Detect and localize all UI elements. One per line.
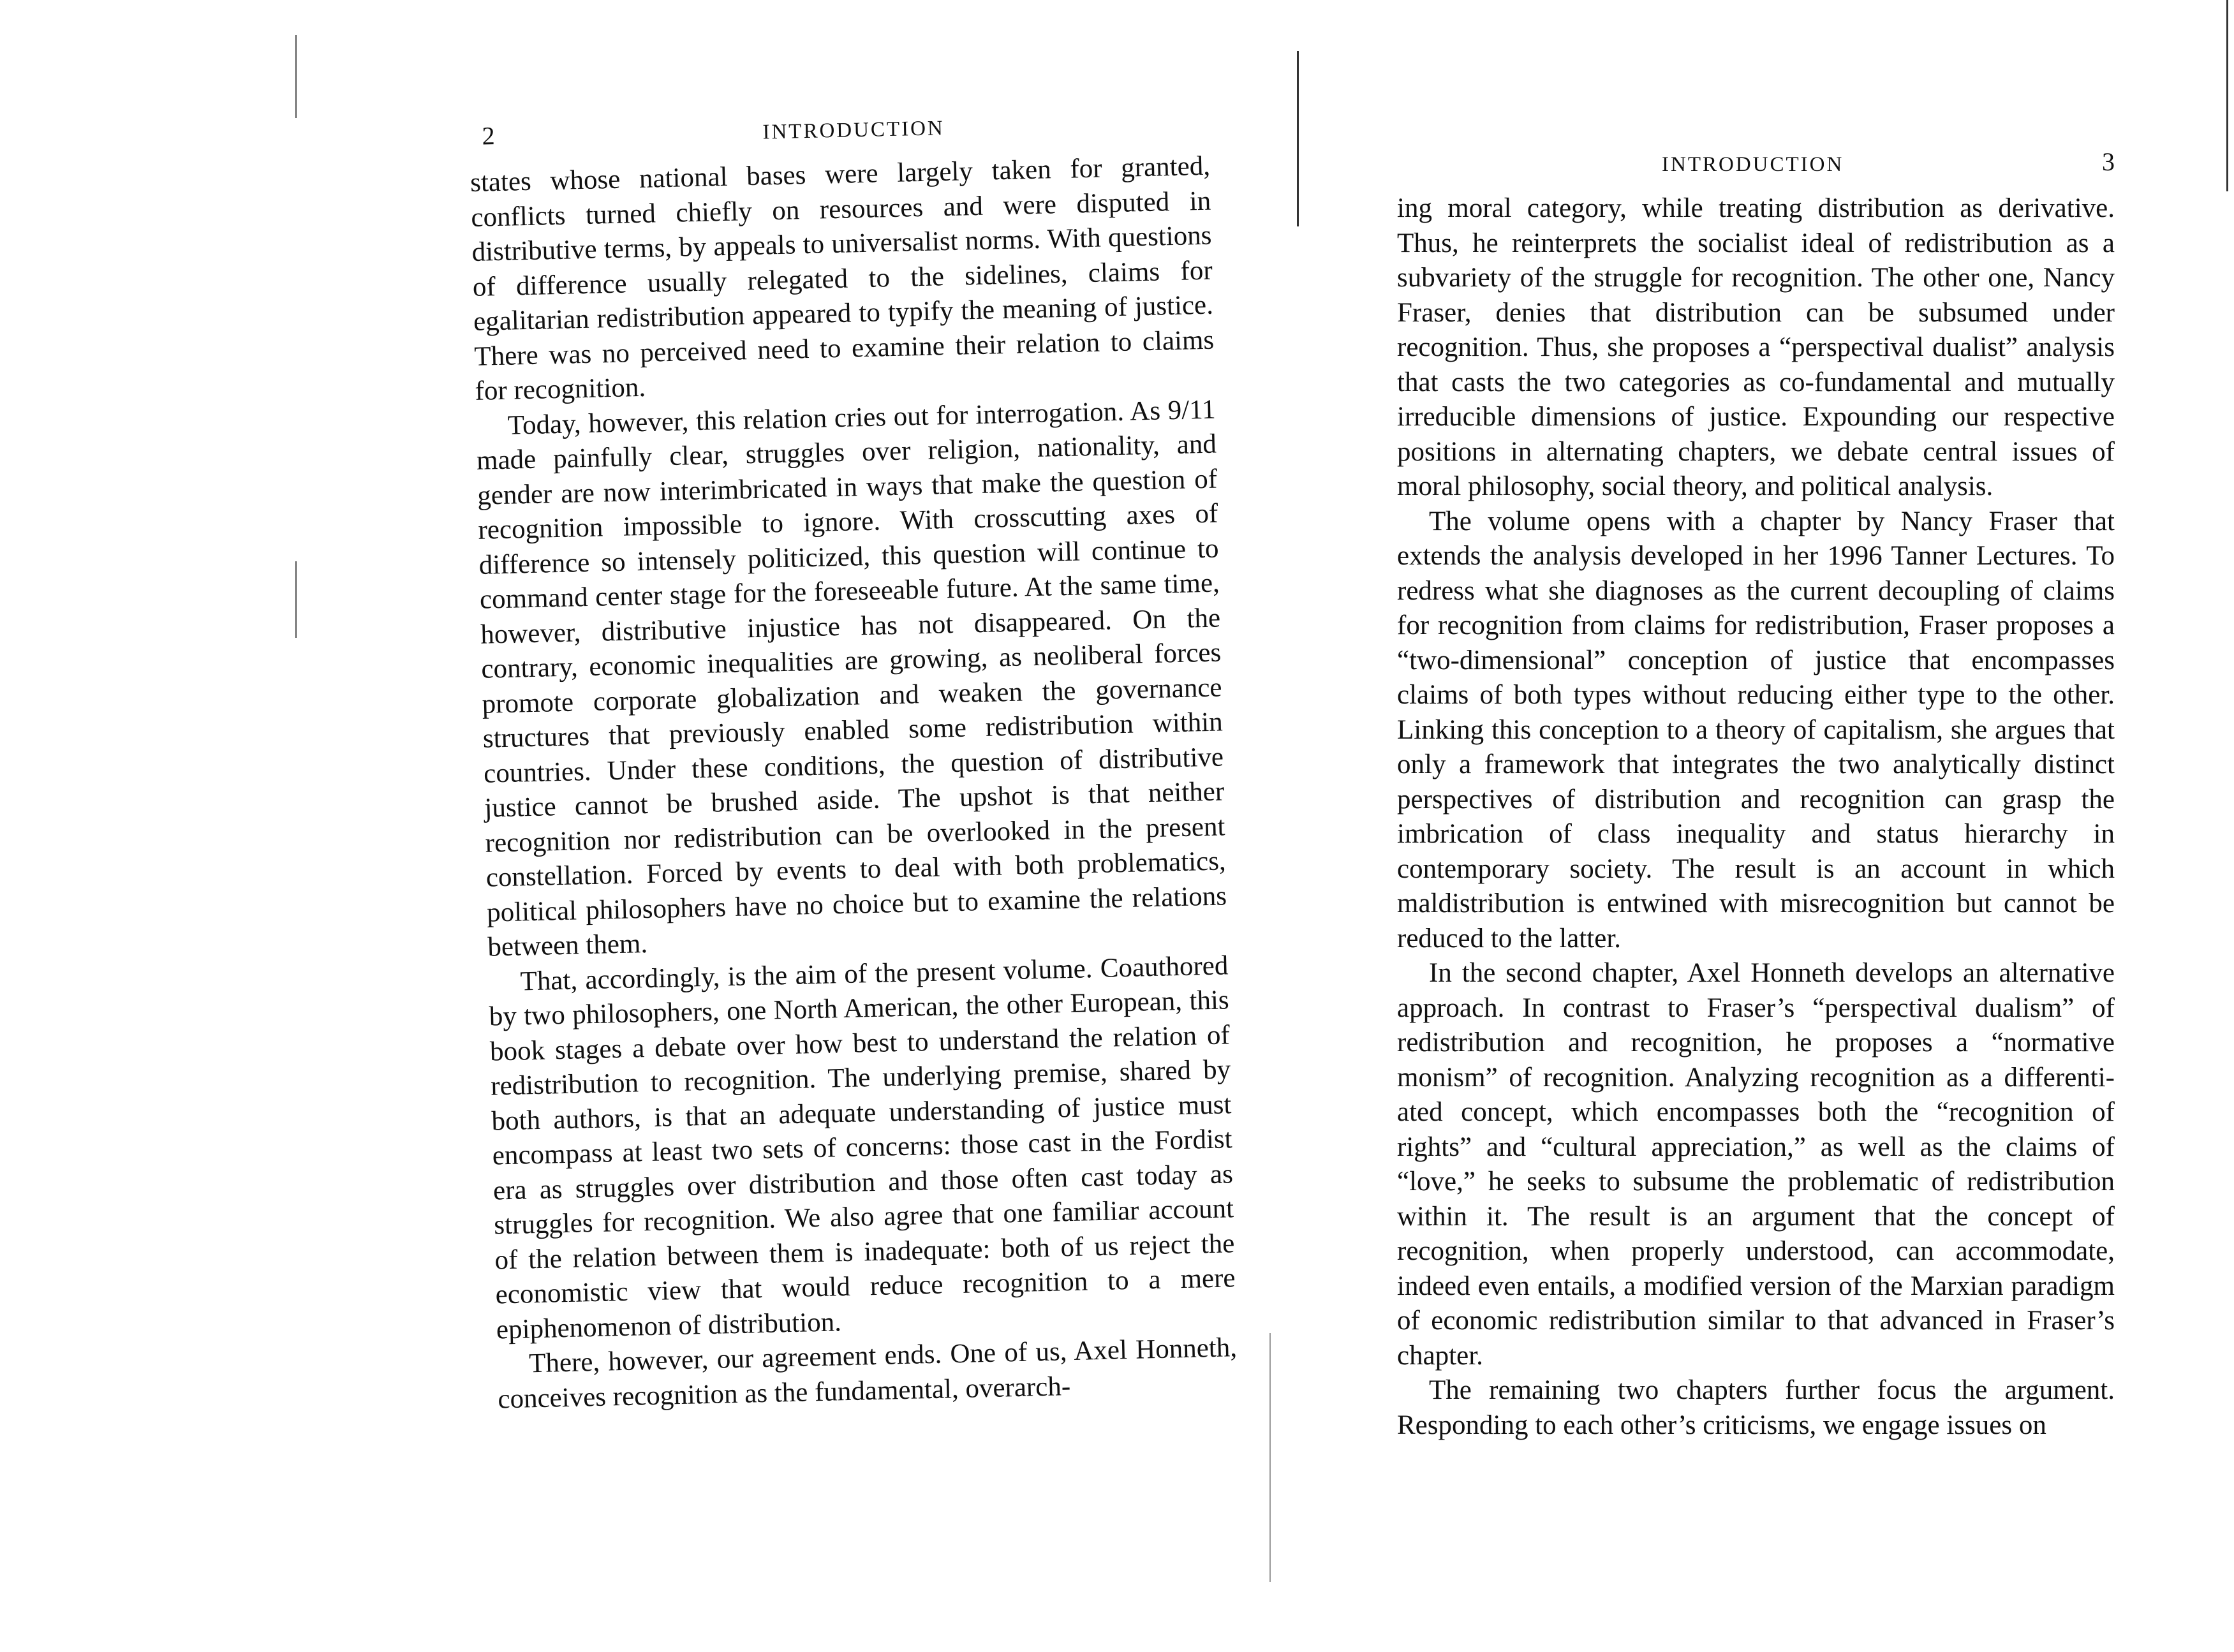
paragraph: There, however, our agreement ends. One of us, Axel Honneth, conceives recognition as the fundamental, overarch-: [497, 1332, 1238, 1414]
paragraph: In the second chapter, Axel Honneth develops an alternative approach. In contrast to Fraser’s “perspectival dualism” of redistribution and recognition, he proposes a “normative monism” of recognition. Analyzing recognition as a differentiated concept, which encompasses both the “recognition of rights” and “cultural appreciation,” as well as the claims of “love,” he seeks to subsume the problematic of redistribution within it. The result is an argument that the concept of recognition, when properly understood, can accommodate, indeed even entails, a modified version of the Marxian paradigm of economic redistribution similar to that advanced in Fraser’s chapter.: [1397, 958, 2115, 1371]
right-running-head: [1397, 147, 2115, 191]
scan-margin-line-left: [295, 35, 297, 118]
scan-margin-line-left-lower: [295, 561, 297, 638]
right-page: [1397, 147, 2115, 1443]
paragraph: The volume opens with a chapter by Nancy Fraser that extends the analysis developed in her 1996 Tanner Lectures. To redress what she diagnoses as the current decoupling of claims for recognition from claims for redistribution, Fraser proposes a “two-dimensional” conception of justice that encompasses claims of both types without reducing either type to the other. Linking this conception to a theory of capitalism, she argues that only a framework that integrates the two analytically distinct perspectives of distribution and recognition can grasp the imbrication of class inequality and status hierarchy in contemporary society. The result is an account in which maldistribution is entwined with misrecognition but cannot be reduced to the latter.: [1397, 506, 2115, 954]
running-head-title: INTRODUCTION: [762, 117, 945, 144]
left-page: [469, 105, 1238, 1417]
running-head-title: INTRODUCTION: [1662, 153, 1844, 176]
paragraph: Today, however, this relation cries out for interrogation. As 9/11 made painfully clear, struggles over religion, nationality, and gender are now interimbricated in ways that make the question of recognition impossible to ignore. With crosscutting axes of difference so intensely politicized, this question will continue to command center stage for the foreseeable future. At the same time, however, distributive injustice has not disappeared. On the contrary, economic inequalities are growing, as neoliberal forces promote corporate globalization and weaken the governance structures that previously enabled some redistribution within countries. Under these conditions, the question of distributive justice cannot be brushed aside. The upshot is that neither recognition nor redistribution can be overlooked in the present constellation. Forced by events to deal with both problematics, political philosophers have no choice but to examine the relations between them.: [476, 394, 1227, 962]
paragraph: states whose national bases were largely taken for granted, conflicts turned chiefly on resources and were disputed in distributive terms, by appeals to universalist norms. With questions of difference usually relegated to the sidelines, claims for egalitarian redistribution appeared to typify the meaning of justice. There was no perceived need to examine their relation to claims for recognition.: [470, 151, 1215, 406]
paragraph: ing moral category, while treating distribution as derivative. Thus, he reinterprets the socialist ideal of redistribution as a subvariety of the struggle for recognition. The other one, Nancy Fraser, denies that distribution can be subsumed under recognition. Thus, she proposes a “perspectival dualist” analysis that casts the two categories as co-fundamental and mutually irreducible dimensions of justice. Expounding our respective positions in alternating chapters, we debate central issues of moral philosophy, social theory, and political analysis.: [1397, 193, 2115, 501]
page-number: 3: [2102, 147, 2115, 176]
scan-gutter-line-bottom: [1269, 1333, 1271, 1582]
paragraph: The remaining two chapters further focus the argument. Responding to each other’s criticisms, we engage issues on: [1397, 1375, 2115, 1440]
scan-edge-line-right: [2226, 0, 2228, 191]
scan-gutter-line-top: [1297, 51, 1299, 226]
paragraph: That, accordingly, is the aim of the present volume. Coauthored by two philosophers, one North American, the other European, this book stages a debate over how best to understand the relation of redistribution to recognition. The underlying premise, shared by both authors, is that an adequate understanding of justice must encompass at least two sets of concerns: those cast in the Fordist era as struggles over distribution and those often cast today as struggles for recognition. We also agree that one familiar account of the relation between them is inadequate: both of us reject the economistic view that would reduce recognition to a mere epiphenomenon of distribution.: [489, 950, 1236, 1345]
page-number: 2: [482, 121, 496, 151]
